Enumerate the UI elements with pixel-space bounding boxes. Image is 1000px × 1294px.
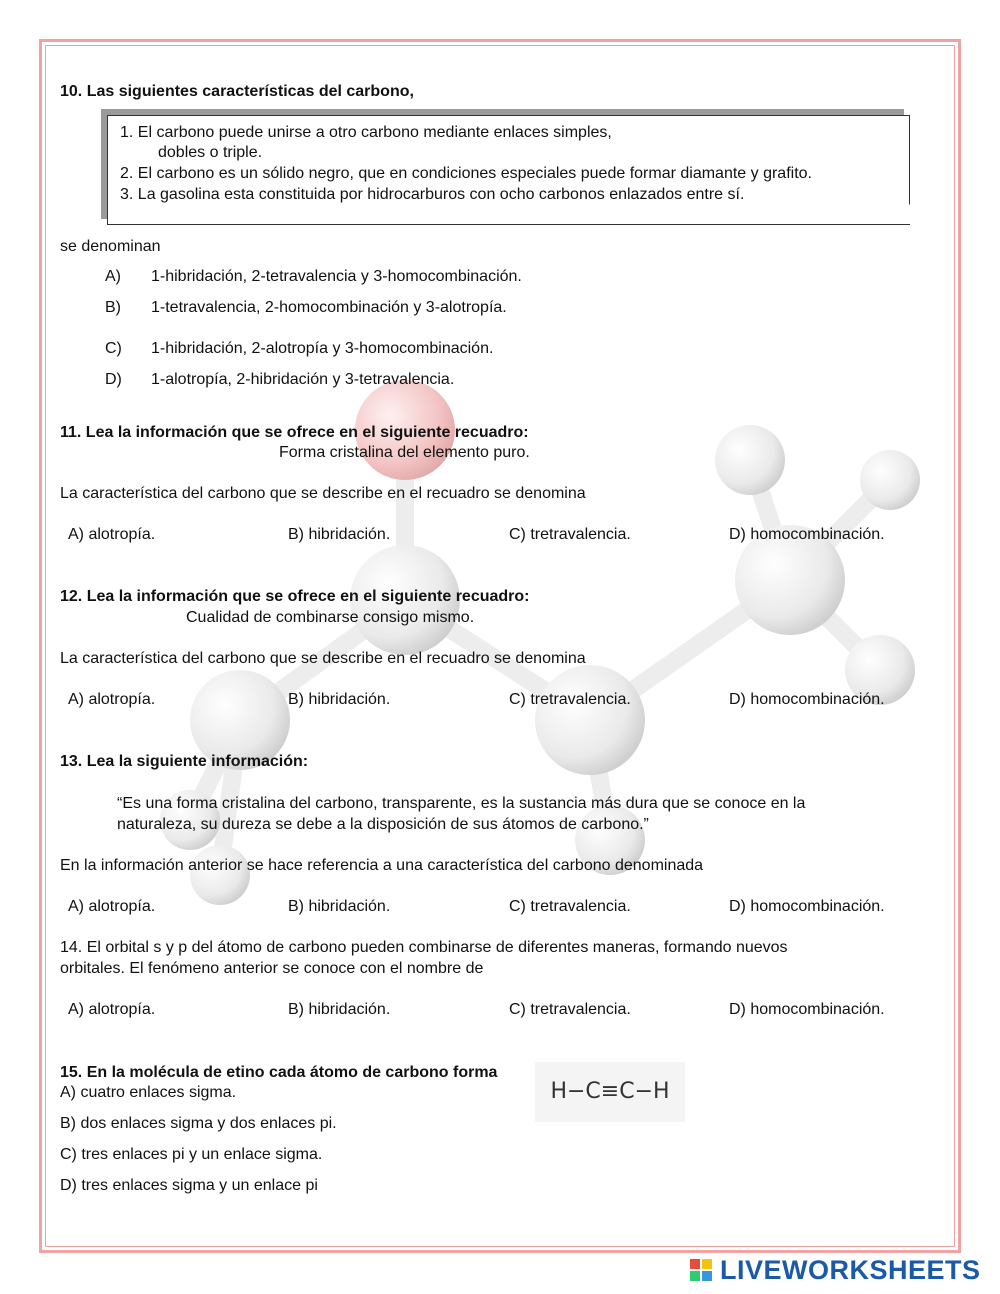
q14-option-c[interactable]: C) tretravalencia. (509, 1001, 631, 1018)
q13-option-b[interactable]: B) hibridación. (288, 898, 391, 915)
q10-option-d-text: 1-alotropía, 2-hibridación y 3-tetravalencia. (151, 371, 455, 388)
liveworksheets-brand[interactable] (690, 1254, 990, 1286)
q14-line1: 14. El orbital s y p del átomo de carbono pueden combinarse de diferentes maneras, formando nuevos (60, 939, 788, 956)
q10-statement-2: 2. El carbono es un sólido negro, que en condiciones especiales puede formar diamante y grafito. (120, 165, 812, 182)
q11-option-c[interactable]: C) tretravalencia. (509, 526, 631, 543)
q10-statement-1: 1. El carbono puede unirse a otro carbono mediante enlaces simples, (120, 124, 612, 141)
q10-title: 10. Las siguientes características del carbono, (60, 83, 414, 100)
q12-option-a[interactable]: A) alotropía. (68, 691, 156, 708)
q11-stem: La característica del carbono que se describe en el recuadro se denomina (60, 485, 586, 502)
q10-statements-box (107, 115, 910, 225)
q12-option-c[interactable]: C) tretravalencia. (509, 691, 631, 708)
ethyne-formula: H−C≡C−H (535, 1062, 685, 1122)
q10-option-c-text: 1-hibridación, 2-alotropía y 3-homocombinación. (151, 340, 494, 357)
q10-option-a-letter: A) (105, 268, 121, 285)
q15-title: 15. En la molécula de etino cada átomo de carbono forma (60, 1064, 498, 1081)
note-fold (890, 204, 910, 224)
q10-statement-1-cont: dobles o triple. (158, 144, 263, 161)
q15-option-b[interactable]: B) dos enlaces sigma y dos enlaces pi. (60, 1115, 337, 1132)
q12-box-text: Cualidad de combinarse consigo mismo. (186, 609, 475, 626)
q13-option-a[interactable]: A) alotropía. (68, 898, 156, 915)
q15-option-a[interactable]: A) cuatro enlaces sigma. (60, 1084, 237, 1101)
q12-title: 12. Lea la información que se ofrece en el siguiente recuadro: (60, 588, 530, 605)
q13-title: 13. Lea la siguiente información: (60, 753, 309, 770)
q10-statement-3: 3. La gasolina esta constituida por hidrocarburos con ocho carbonos enlazados entre sí. (120, 186, 745, 203)
q14-line2: orbitales. El fenómeno anterior se conoce con el nombre de (60, 960, 484, 977)
q11-option-a[interactable]: A) alotropía. (68, 526, 156, 543)
q10-option-a-text: 1-hibridación, 2-tetravalencia y 3-homocombinación. (151, 268, 522, 285)
q13-quote-line1: “Es una forma cristalina del carbono, transparente, es la sustancia más dura que se conoce en la (117, 795, 806, 812)
q12-stem: La característica del carbono que se describe en el recuadro se denomina (60, 650, 586, 667)
q14-option-a[interactable]: A) alotropía. (68, 1001, 156, 1018)
q10-option-c-letter: C) (105, 340, 122, 357)
q15-option-d[interactable]: D) tres enlaces sigma y un enlace pi (60, 1177, 318, 1194)
q13-option-d[interactable]: D) homocombinación. (729, 898, 885, 915)
q14-option-d[interactable]: D) homocombinación. (729, 1001, 885, 1018)
q13-stem: En la información anterior se hace referencia a una característica del carbono denominada (60, 857, 704, 874)
q10-option-b-letter: B) (105, 299, 121, 316)
q10-option-d-letter: D) (105, 371, 122, 388)
q14-option-b[interactable]: B) hibridación. (288, 1001, 391, 1018)
brand-name: LIVEWORKSHEETS (720, 1255, 981, 1285)
q10-stem: se denominan (60, 238, 161, 255)
q11-option-d[interactable]: D) homocombinación. (729, 526, 885, 543)
q11-box-text: Forma cristalina del elemento puro. (279, 444, 530, 461)
q10-option-b-text: 1-tetravalencia, 2-homocombinación y 3-alotropía. (151, 299, 507, 316)
q12-option-b[interactable]: B) hibridación. (288, 691, 391, 708)
q13-option-c[interactable]: C) tretravalencia. (509, 898, 631, 915)
q11-option-b[interactable]: B) hibridación. (288, 526, 391, 543)
q12-option-d[interactable]: D) homocombinación. (729, 691, 885, 708)
q15-option-c[interactable]: C) tres enlaces pi y un enlace sigma. (60, 1146, 323, 1163)
q11-title: 11. Lea la información que se ofrece en el siguiente recuadro: (60, 424, 529, 441)
liveworksheets-logo-icon (690, 1259, 712, 1281)
q13-quote-line2: naturaleza, su dureza se debe a la disposición de sus átomos de carbono.” (117, 816, 649, 833)
